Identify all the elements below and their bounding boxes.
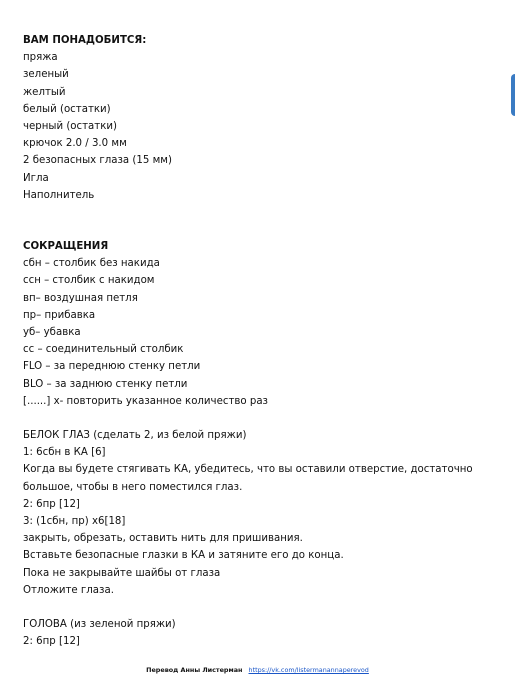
- pattern-line: 2: 6пр [12]: [23, 498, 80, 510]
- abbreviations-section: [23, 238, 493, 410]
- head-section: [23, 616, 493, 650]
- head-title: ГОЛОВА (из зеленой пряжи): [23, 619, 176, 631]
- abbreviation-sl-st: сс – соединительный столбик: [23, 344, 184, 356]
- pattern-line: 1: 6сбн в КА [6]: [23, 447, 106, 459]
- page-edge-marker: [511, 74, 515, 116]
- material-item-stuffing: Наполнитель: [23, 189, 95, 201]
- section-spacer: [23, 599, 493, 616]
- pattern-note: Вставьте безопасные глазки в КА и затяните его до конца.: [23, 550, 344, 562]
- abbreviations-heading: СОКРАЩЕНИЯ: [23, 241, 109, 253]
- abbreviation-inc: пр– прибавка: [23, 309, 96, 321]
- pattern-note: Пока не закрывайте шайбы от глаза: [23, 567, 221, 579]
- abbreviation-dc: ссн – столбик с накидом: [23, 275, 155, 287]
- pattern-line: 2: 6пр [12]: [23, 636, 80, 648]
- material-item-white: белый (остатки): [23, 103, 111, 115]
- abbreviation-repeat: [......] х- повторить указанное количество раз: [23, 395, 268, 407]
- abbreviation-ch: вп– воздушная петля: [23, 292, 138, 304]
- page-footer: [0, 665, 515, 675]
- pattern-note: закрыть, обрезать, оставить нить для пришивания.: [23, 533, 303, 545]
- materials-heading: ВАМ ПОНАДОБИТСЯ:: [23, 35, 147, 46]
- pattern-line: 3: (1сбн, пр) х6[18]: [23, 516, 126, 528]
- document-content: [23, 32, 493, 651]
- material-item-safety-eyes: 2 безопасных глаза (15 мм): [23, 155, 172, 167]
- abbreviation-flo: FLO – за переднюю стенку петли: [23, 361, 201, 373]
- materials-section: [23, 32, 493, 204]
- translator-credit: Перевод Анны Листерман: [146, 666, 243, 674]
- material-item-yellow: желтый: [23, 86, 66, 98]
- material-item-green: зеленый: [23, 69, 69, 81]
- eye-white-section: [23, 427, 493, 599]
- section-spacer: [23, 410, 493, 427]
- eye-white-title: БЕЛОК ГЛАЗ (сделать 2, из белой пряжи): [23, 430, 247, 442]
- pattern-note: Когда вы будете стягивать КА, убедитесь, что вы оставили отверстие, достаточно: [23, 464, 473, 476]
- abbreviation-dec: уб– убавка: [23, 327, 81, 339]
- pattern-note: Отложите глаза.: [23, 584, 114, 596]
- abbreviation-blo: BLO – за заднюю стенку петли: [23, 378, 188, 390]
- material-item-hook: крючок 2.0 / 3.0 мм: [23, 138, 127, 150]
- material-item-black: черный (остатки): [23, 121, 117, 133]
- abbreviation-sc: сбн – столбик без накида: [23, 258, 160, 270]
- material-item-yarn: пряжа: [23, 52, 58, 64]
- section-spacer: [23, 204, 493, 238]
- pattern-note: большое, чтобы в него поместился глаз.: [23, 481, 243, 493]
- translator-link[interactable]: https://vk.com/listermanannaperevod: [248, 666, 369, 674]
- material-item-needle: Игла: [23, 172, 49, 184]
